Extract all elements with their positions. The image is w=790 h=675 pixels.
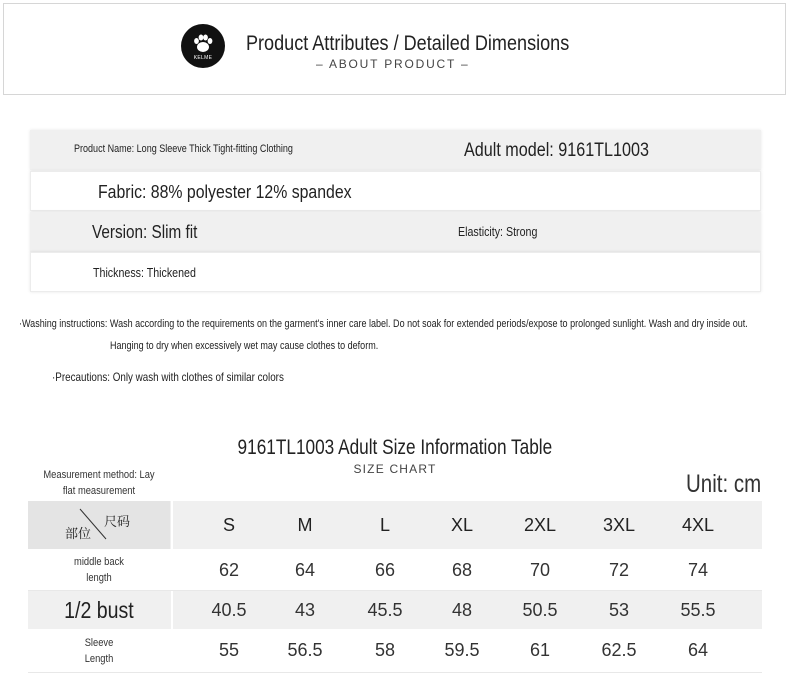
size-3xl: 3XL (602, 515, 636, 535)
cell-value: 50.5 (522, 600, 558, 620)
column-divider (171, 591, 173, 629)
attr-row-4 (30, 252, 761, 292)
size-chart-subtitle: SIZE CHART (353, 462, 437, 476)
unit-label: Unit: cm (686, 470, 762, 498)
version: Version: Slim fit (92, 222, 198, 242)
cell-value: 64 (294, 560, 316, 580)
cell-value: 59.5 (444, 640, 480, 660)
size-l: L (379, 515, 390, 535)
washing-instructions: ·Washing instructions: Wash according to the requirements on the garment's inner care label. Do not soak for extended periods/expose to prolonged sunlight. Wash and dry inside out. (19, 318, 748, 330)
cell-value: 61 (529, 640, 551, 660)
product-name: Product Name: Long Sleeve Thick Tight-fitting Clothing (74, 143, 293, 155)
cell-value: 43 (294, 600, 316, 620)
page-subtitle: – ABOUT PRODUCT – (316, 57, 470, 71)
table-row (28, 629, 762, 673)
cell-value: 58 (374, 640, 396, 660)
corner-diagonal (28, 501, 170, 549)
cell-value: 40.5 (211, 600, 247, 620)
page-title: Product Attributes / Detailed Dimensions (246, 32, 570, 55)
corner-part-label: 部位 (65, 527, 92, 542)
cell-value: 56.5 (287, 640, 323, 660)
cell-value: 62 (218, 560, 240, 580)
thickness: Thickness: Thickened (93, 265, 196, 280)
elasticity: Elasticity: Strong (458, 224, 538, 239)
paw-icon (181, 24, 225, 68)
row-label-cell (28, 549, 170, 590)
attr-row-3 (30, 212, 761, 252)
table-row (28, 549, 762, 591)
row-label-cell (28, 629, 170, 672)
cell-value: 72 (608, 560, 630, 580)
cell-value: 62.5 (601, 640, 637, 660)
header-banner (3, 3, 786, 95)
row-label: Sleeve Length (84, 636, 114, 665)
corner-size-label: 尺码 (104, 515, 131, 530)
column-divider (171, 501, 173, 549)
cell-value: 55.5 (680, 600, 716, 620)
attributes-table (30, 130, 761, 292)
cell-value: 74 (687, 560, 709, 580)
attr-row-2 (30, 171, 761, 211)
row-label-cell (28, 591, 170, 629)
washing-instructions-cont: Hanging to dry when excessively wet may cause clothes to deform. (110, 340, 379, 352)
size-header-row (28, 501, 762, 549)
cell-value: 53 (608, 600, 630, 620)
brand-logo (181, 24, 225, 68)
row-label: 1/2 bust (64, 596, 134, 623)
cell-value: 66 (374, 560, 396, 580)
precautions: ·Precautions: Only wash with clothes of similar colors (52, 370, 284, 384)
logo-wordmark: KELME (193, 55, 213, 61)
corner-cell (28, 501, 170, 549)
cell-value: 68 (451, 560, 473, 580)
cell-value: 48 (451, 600, 473, 620)
cell-value: 70 (529, 560, 551, 580)
row-label: middle back length (74, 555, 124, 584)
measurement-method: Measurement method: Lay flat measurement (43, 469, 155, 497)
size-2xl: 2XL (523, 515, 557, 535)
adult-model: Adult model: 9161TL1003 (464, 140, 649, 161)
cell-value: 64 (687, 640, 709, 660)
attr-row-1 (30, 130, 761, 170)
size-chart-title: 9161TL1003 Adult Size Information Table (237, 436, 553, 459)
cell-value: 45.5 (367, 600, 403, 620)
size-xl: XL (450, 515, 474, 535)
cell-value: 55 (218, 640, 240, 660)
size-s: S (222, 515, 235, 535)
size-m: M (297, 515, 313, 535)
size-4xl: 4XL (681, 515, 715, 535)
fabric: Fabric: 88% polyester 12% spandex (98, 182, 352, 202)
table-row (28, 591, 762, 629)
